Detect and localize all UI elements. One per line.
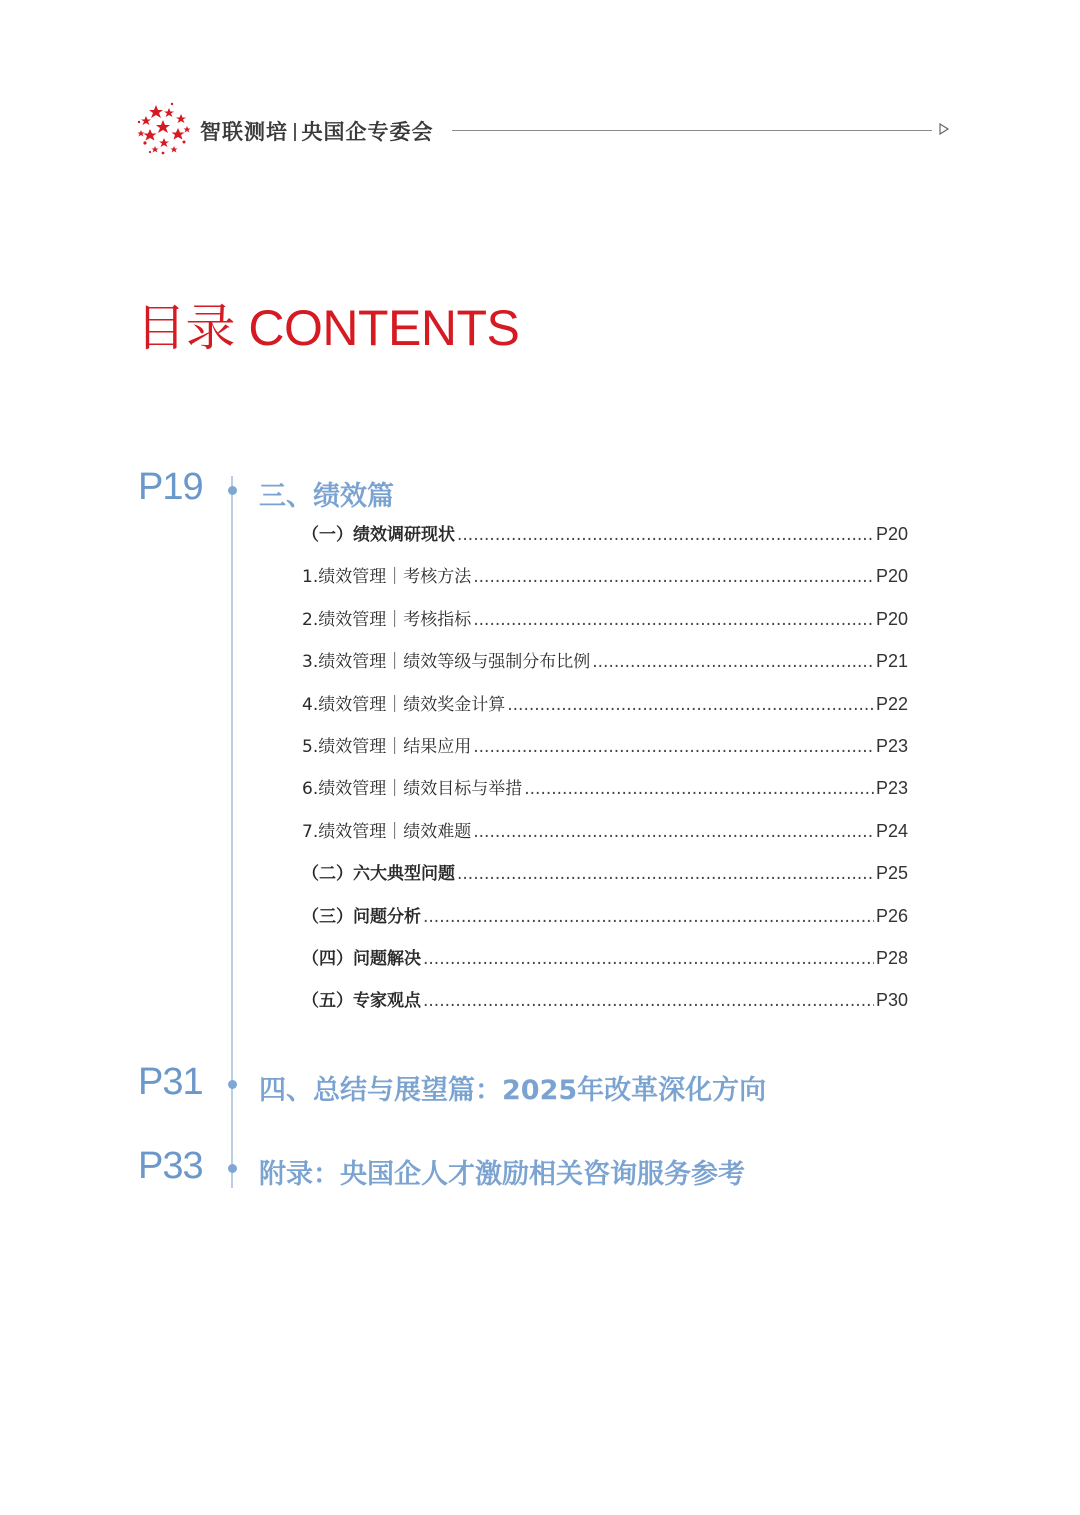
- timeline-dot: [228, 1080, 237, 1089]
- timeline-dot: [228, 1164, 237, 1173]
- page-header: [136, 100, 956, 160]
- dot-leader: [507, 695, 874, 715]
- toc-entry-label: （四）问题解决: [302, 948, 421, 969]
- toc-entry-page: P22: [875, 693, 908, 714]
- toc-entry[interactable]: [302, 732, 908, 774]
- toc-entry-label: 1.绩效管理｜考核方法: [302, 567, 472, 588]
- section-page-number: P19: [138, 466, 203, 508]
- section-page-number: P33: [138, 1145, 203, 1187]
- toc-entry-label: 6.绩效管理｜绩效目标与举措: [302, 779, 523, 800]
- dot-leader: [473, 737, 874, 757]
- toc-entry[interactable]: [302, 520, 908, 562]
- dot-leader: [457, 525, 874, 545]
- logo-icon: [136, 102, 192, 158]
- brand-name: [200, 116, 434, 146]
- toc-entry[interactable]: [302, 647, 908, 689]
- toc-entry-label: 3.绩效管理｜绩效等级与强制分布比例: [302, 652, 591, 673]
- section-page-number: P31: [138, 1061, 203, 1103]
- toc-entry[interactable]: [302, 944, 908, 986]
- toc-entry[interactable]: [302, 562, 908, 604]
- toc-entry-page: P24: [875, 820, 908, 841]
- dot-leader: [423, 907, 874, 927]
- toc-entry-label: 7.绩效管理｜绩效难题: [302, 821, 472, 842]
- dot-leader: [457, 864, 874, 884]
- dot-leader: [473, 567, 874, 587]
- play-arrow-icon: [938, 122, 950, 136]
- toc-entry[interactable]: [302, 986, 908, 1028]
- toc-entry-page: P21: [875, 651, 908, 672]
- dot-leader: [473, 610, 874, 630]
- brand-left: 智联测培: [200, 120, 288, 144]
- toc-entry[interactable]: [302, 690, 908, 732]
- toc-entry-page: P23: [875, 735, 908, 756]
- timeline-dot: [228, 486, 237, 495]
- toc-entry[interactable]: [302, 817, 908, 859]
- section-title[interactable]: 四、总结与展望篇：2025年改革深化方向: [259, 1075, 767, 1106]
- toc-entry[interactable]: [302, 605, 908, 647]
- brand-right: 央国企专委会: [301, 120, 434, 144]
- toc-entry-label: （二）六大典型问题: [302, 864, 455, 885]
- toc-entry-label: 4.绩效管理｜绩效奖金计算: [302, 694, 506, 715]
- toc-entry-label: （五）专家观点: [302, 991, 421, 1012]
- page-title: 目录 CONTENTS: [136, 300, 520, 356]
- toc-entry-page: P25: [875, 863, 908, 884]
- dot-leader: [423, 949, 874, 969]
- toc-entry[interactable]: [302, 774, 908, 816]
- toc-entry-page: P30: [875, 990, 908, 1011]
- toc-entry[interactable]: [302, 902, 908, 944]
- dot-leader: [592, 652, 874, 672]
- dot-leader: [473, 822, 874, 842]
- toc-entry-page: P28: [875, 947, 908, 968]
- brand-divider: [294, 123, 296, 141]
- toc-entry-label: 5.绩效管理｜结果应用: [302, 736, 472, 757]
- toc-entry-page: P20: [875, 608, 908, 629]
- toc-entry-page: P23: [875, 778, 908, 799]
- section-title[interactable]: 附录：央国企人才激励相关咨询服务参考: [259, 1159, 745, 1190]
- toc-entry-page: P20: [875, 524, 908, 544]
- toc-entry-page: P26: [875, 905, 908, 926]
- header-rule: [452, 130, 932, 131]
- toc-entry-label: 2.绩效管理｜考核指标: [302, 609, 472, 630]
- toc-list: [302, 520, 908, 1029]
- dot-leader: [423, 991, 874, 1011]
- toc-entry-label: （一）绩效调研现状: [302, 525, 455, 545]
- toc-entry[interactable]: [302, 859, 908, 901]
- section-title[interactable]: 三、绩效篇: [259, 481, 394, 512]
- toc-entry-page: P20: [875, 566, 908, 587]
- toc-entry-label: （三）问题分析: [302, 906, 421, 927]
- dot-leader: [524, 779, 874, 799]
